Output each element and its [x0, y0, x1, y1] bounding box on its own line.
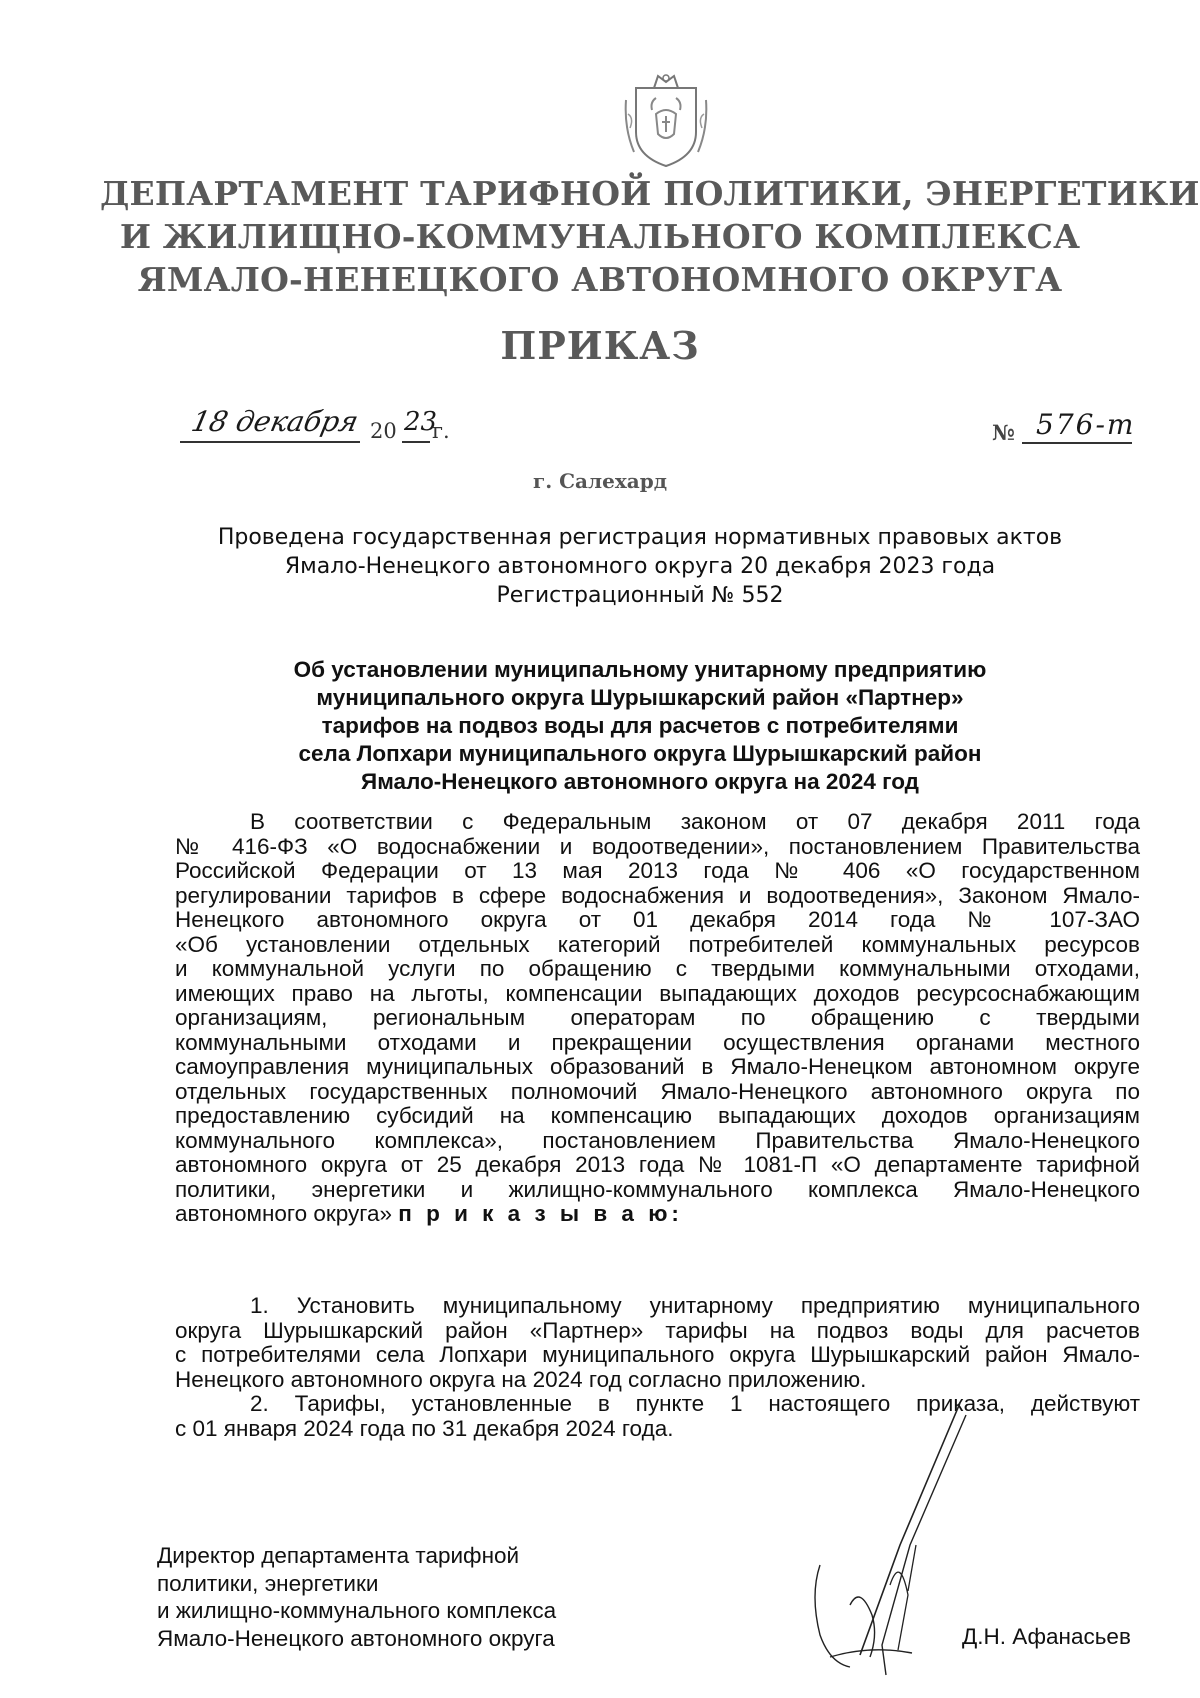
order-title: ПРИКАЗ — [500, 323, 700, 368]
preamble-line: предоставлению субсидий на компенсацию выпадающих доходов организациям — [175, 1103, 1140, 1128]
subject-line: Об установлении муниципальному унитарному предприятию — [293, 657, 987, 682]
number-underline — [1022, 442, 1132, 444]
order-word: п р и к а з ы в а ю: — [398, 1201, 683, 1226]
item-line: 2. Тарифы, установленные в пункте 1 настоящего приказа, действуют — [250, 1391, 1140, 1416]
item-line: с 01 января 2024 года по 31 декабря 2024 года. — [175, 1415, 674, 1441]
city: г. Салехард — [532, 469, 668, 493]
coat-of-arms-icon — [622, 70, 710, 170]
registration-note — [200, 523, 1080, 610]
signatory-position — [157, 1542, 556, 1652]
number-label: № — [992, 420, 1015, 445]
handwritten-date: 18 декабря — [188, 405, 362, 438]
preamble-line: Российской Федерации от 13 мая 2013 года № 406 «О государственном — [175, 858, 1140, 883]
preamble-line: политики, энергетики и жилищно-коммунального комплекса Ямало-Ненецкого — [175, 1176, 1140, 1202]
department-line: И ЖИЛИЩНО-КОММУНАЛЬНОГО КОМПЛЕКСА — [119, 217, 1081, 256]
preamble-line: организациям, региональным операторам по обращению с твердыми — [175, 1005, 1140, 1030]
item-line: 1. Установить муниципальному унитарному предприятию муниципального — [250, 1293, 1140, 1318]
item-line: Ненецкого автономного округа на 2024 год согласно приложению. — [175, 1366, 867, 1392]
handwritten-signature — [790, 1395, 1030, 1695]
year-underline — [402, 441, 430, 443]
handwritten-year: 23 — [404, 407, 438, 437]
preamble-paragraph — [175, 810, 1140, 1227]
preamble-line: имеющих право на льготы, компенсации выпадающих доходов ресурсоснабжающим — [175, 980, 1140, 1006]
preamble-line: отдельных государственных полномочий Ямало-Ненецкого автономного округа по — [175, 1078, 1140, 1104]
handwritten-number: 576-т — [1036, 408, 1136, 441]
preamble-line: В соответствии с Федеральным законом от 07 декабря 2011 года — [250, 809, 1140, 834]
item-line: округа Шурышкарский район «Партнер» тарифы на подвоз воды для расчетов — [175, 1317, 1140, 1343]
order-subject — [200, 656, 1080, 796]
preamble-line: самоуправления муниципальных образований в Ямало-Ненецком автономном округе — [175, 1054, 1140, 1079]
year-suffix: г. — [432, 419, 450, 443]
position-line: Ямало-Ненецкого автономного округа — [157, 1625, 555, 1651]
preamble-line: коммунальными отходами и прекращении осуществления органами местного — [175, 1029, 1140, 1055]
subject-line: села Лопхари муниципального округа Шурышкарский район — [298, 741, 982, 766]
preamble-line: и коммунальной услуги по обращению с твердыми коммунальными отходами, — [175, 956, 1140, 981]
order-date — [180, 405, 510, 467]
preamble-line: регулировании тарифов в сфере водоснабжения и водоотведения», Законом Ямало- — [175, 882, 1140, 908]
item-line: с потребителями села Лопхари муниципального округа Шурышкарский район Ямало- — [175, 1342, 1140, 1367]
preamble-line: Ненецкого автономного округа от 01 декабря 2014 года № 107-ЗАО — [175, 907, 1140, 932]
preamble-line: коммунального комплекса», постановлением Правительства Ямало-Ненецкого — [175, 1127, 1140, 1153]
position-line: и жилищно-коммунального комплекса — [157, 1598, 557, 1623]
subject-line: тарифов на подвоз воды для расчетов с потребителями — [321, 713, 959, 738]
preamble-last-line — [175, 1202, 1140, 1227]
preamble-last-text: автономного округа» — [175, 1201, 392, 1226]
registration-line: Регистрационный № 552 — [496, 583, 784, 608]
registration-line: Проведена государственная регистрация нормативных правовых актов — [217, 525, 1063, 550]
order-number — [992, 410, 1142, 460]
department-line: ДЕПАРТАМЕНТ ТАРИФНОЙ ПОЛИТИКИ, ЭНЕРГЕТИКИ — [100, 174, 1200, 213]
department-name — [100, 172, 1200, 301]
preamble-line: «Об установлении отдельных категорий потребителей коммунальных ресурсов — [175, 931, 1140, 957]
position-line: Директор департамента тарифной — [157, 1543, 520, 1568]
preamble-line: № 416-ФЗ «О водоснабжении и водоотведении», постановлением Правительства — [175, 833, 1140, 859]
year-prefix: 20 — [370, 419, 397, 443]
subject-line: Ямало-Ненецкого автономного округа на 2024 год — [361, 769, 919, 794]
position-line: политики, энергетики — [157, 1570, 379, 1596]
date-underline — [180, 441, 360, 443]
registration-line: Ямало-Ненецкого автономного округа 20 декабря 2023 года — [284, 554, 996, 579]
preamble-line: автономного округа от 25 декабря 2013 года № 1081-П «О департаменте тарифной — [175, 1152, 1140, 1177]
subject-line: муниципального округа Шурышкарский район «Партнер» — [316, 685, 964, 710]
department-line: ЯМАЛО-НЕНЕЦКОГО АВТОНОМНОГО ОКРУГА — [137, 260, 1063, 299]
signer-name: Д.Н. Афанасьев — [962, 1624, 1131, 1649]
